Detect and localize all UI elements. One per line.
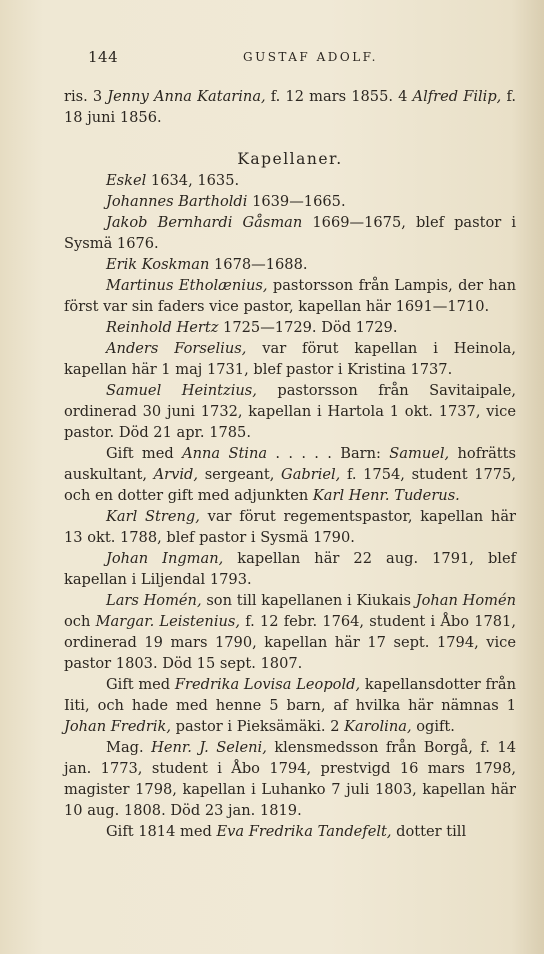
- entry-paragraph: Erik Koskman 1678—1688.: [106, 256, 308, 273]
- running-head: GUSTAF ADOLF.: [243, 50, 378, 64]
- entry-paragraph: Johannes Bartholdi 1639—1665.: [106, 193, 346, 210]
- entry-paragraph: Lars Homén, son till kapellanen i Kiukais Johan Homén och Margar. Leistenius, f. 12 febr. 1764, student i Åbo 1781, ordinerad 19 mars 1790, kapellan här 17 sept. 1794, vice pastor 1803. Död 15 sept. 1807.: [64, 592, 516, 672]
- entry-paragraph: Jakob Bernhardi Gåsman 1669—1675, blef pastor i Sysmä 1676.: [64, 214, 516, 252]
- entry-paragraph: Gift 1814 med Eva Fredrika Tandefelt, dotter till: [106, 823, 467, 840]
- entry-paragraph: Anders Forselius, var förut kapellan i Heinola, kapellan här 1 maj 1731, blef pastor i Kristina 1737.: [64, 340, 516, 378]
- entry-paragraph: Martinus Etholænius, pastorsson från Lampis, der han först var sin faders vice pastor, kapellan här 1691—1710.: [64, 277, 516, 315]
- entry-paragraph: Gift med Fredrika Lovisa Leopold, kapellansdotter från Iiti, och hade med henne 5 barn, af hvilka här nämnas 1 Johan Fredrik, pastor i Pieksämäki. 2 Karolina, ogift.: [64, 676, 516, 735]
- page-number: 144: [88, 48, 119, 66]
- entry-paragraph: Samuel Heintzius, pastorsson från Savitaipale, ordinerad 30 juni 1732, kapellan i Hartola 1 okt. 1737, vice pastor. Död 21 apr. 1785.: [64, 382, 516, 441]
- entry-paragraph: Eskel 1634, 1635.: [106, 172, 240, 189]
- section-title: Kapellaner.: [237, 150, 343, 168]
- entry-paragraph: Reinhold Hertz 1725—1729. Död 1729.: [106, 319, 398, 336]
- entry-paragraph: Karl Streng, var förut regementspastor, kapellan här 13 okt. 1788, blef pastor i Sysmä 1790.: [64, 508, 516, 546]
- page-body: [64, 86, 516, 842]
- page-header: [88, 48, 508, 70]
- entry-paragraph: Gift med Anna Stina . . . . . Barn: Samuel, hofrätts auskultant, Arvid, sergeant, Gabriel, f. 1754, student 1775, och en dotter gift med adjunkten Karl Henr. Tuderus.: [64, 445, 516, 504]
- entry-paragraph: Johan Ingman, kapellan här 22 aug. 1791, blef kapellan i Liljendal 1793.: [64, 550, 517, 588]
- entry-paragraph: Mag. Henr. J. Seleni, klensmedsson från Borgå, f. 14 jan. 1773, student i Åbo 1794, prestvigd 16 mars 1798, magister 1798, kapellan i Luhanko 7 juli 1803, kapellan här 10 aug. 1808. Död 23 jan. 1819.: [64, 739, 516, 819]
- paragraph-continuation: ris. 3 Jenny Anna Katarina, f. 12 mars 1855. 4 Alfred Filip, f. 18 juni 1856.: [64, 88, 516, 126]
